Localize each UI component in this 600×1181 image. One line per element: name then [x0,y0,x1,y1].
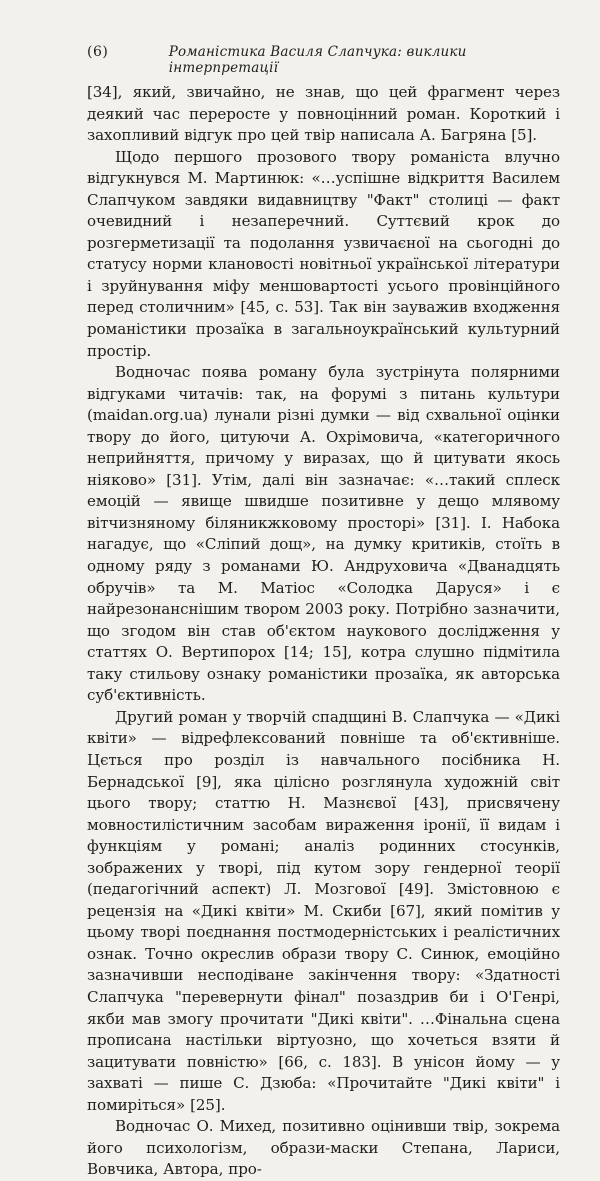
running-title: Романістика Василя Слапчука: виклики інтерпретації [168,44,467,76]
paragraph: Другий роман у творчій спадщині В. Слапчука — «Дикі квіти» — відрефлексований повніше та об'єктивніше. Цється про розділ із навчального посібника Н. Бернадської [9], яка цілісно розглянула художній світ цього твору; статтю Н. Мазнєвої [43], присвячену мовностилістичним засобам вираження іронії, її видам і функціям у романі; аналіз родинних стосунків, зображених у творі, під кутом зору гендерної теорії (педагогічний аспект) Л. Мозгової [49]. Змістовною є рецензія на «Дикі квіти» М. Скиби [67], який помітив у цьому творі поєднання постмодерністських і реалістичних ознак. Точно окреслив образи твору С. Синюк, емоційно зазначивши несподіване закінчення твору: «Здатності Слапчука "перевернути фінал" позаздрив би і О'Генрі, якби мав змогу прочитати "Дикі квіти". …Фінальна сцена прописана настільки віртуозно, що хочеться взяти й зацитувати повністю» [66, с. 183]. В унісон йому — у захваті — пише С. Дзюба: «Прочитайте "Дикі квіти" і помиріться» [25]. [87,707,560,1114]
page-number: (6) [87,44,109,60]
paragraph: Щодо першого прозового твору романіста влучно відгукнувся М. Мартинюк: «…успішне відкриття Василем Слапчуком завдяки видавництву "Факт" столиці — факт очевидний і незаперечний. Суттєвий крок до розгерметизації та подолання узвичаєної на сьогодні до статусу норми клановості новітньої української літератури і зруйнування міфу меншовартості усього провінційного перед столичним» [45, с. 53]. Так він зауважив входження романістики прозаїка в загальноукраїнський культурний простір. [87,147,560,360]
body-text [87,82,560,1181]
paragraph: Водночас поява роману була зустрінута полярними відгуками читачів: так, на форумі з питань культури (maidan.org.ua) лунали різні думки — від схвальної оцінки твору до його, цитуючи А. Охрімовича, «категоричного неприйняття, причому у виразах, що й цитувати якось ніяково» [31]. Утім, далі він зазначає: «…такий сплеск емоцій — явище швидше позитивне у дещо млявому вітчизняному біляникжковому просторі» [31]. І. Набока нагадує, що «Сліпий дощ», на думку критиків, стоїть в одному ряду з романами Ю. Андруховича «Дванадцять обручів» та М. Матіос «Солодка Даруся» і є найрезонанснішим твором 2003 року. Потрібно зазначити, що згодом він став об'єктом наукового дослідження у статтях О. Вертипорох [14; 15], котра слушно підмітила таку стильову ознаку романістики прозаїка, як авторська суб'єктивність. [87,363,560,705]
paragraph-continuation: [34], який, звичайно, не знав, що цей фрагмент через деякий час переросте у повноцінний роман. Короткий і захопливий відгук про цей твір написала А. Багряна [5]. [87,83,560,145]
running-header [87,44,560,76]
paragraph: Водночас О. Михед, позитивно оцінивши твір, зокрема його психологізм, образи-маски Степана, Лариси, Вовчика, Автора, про- [87,1117,560,1179]
